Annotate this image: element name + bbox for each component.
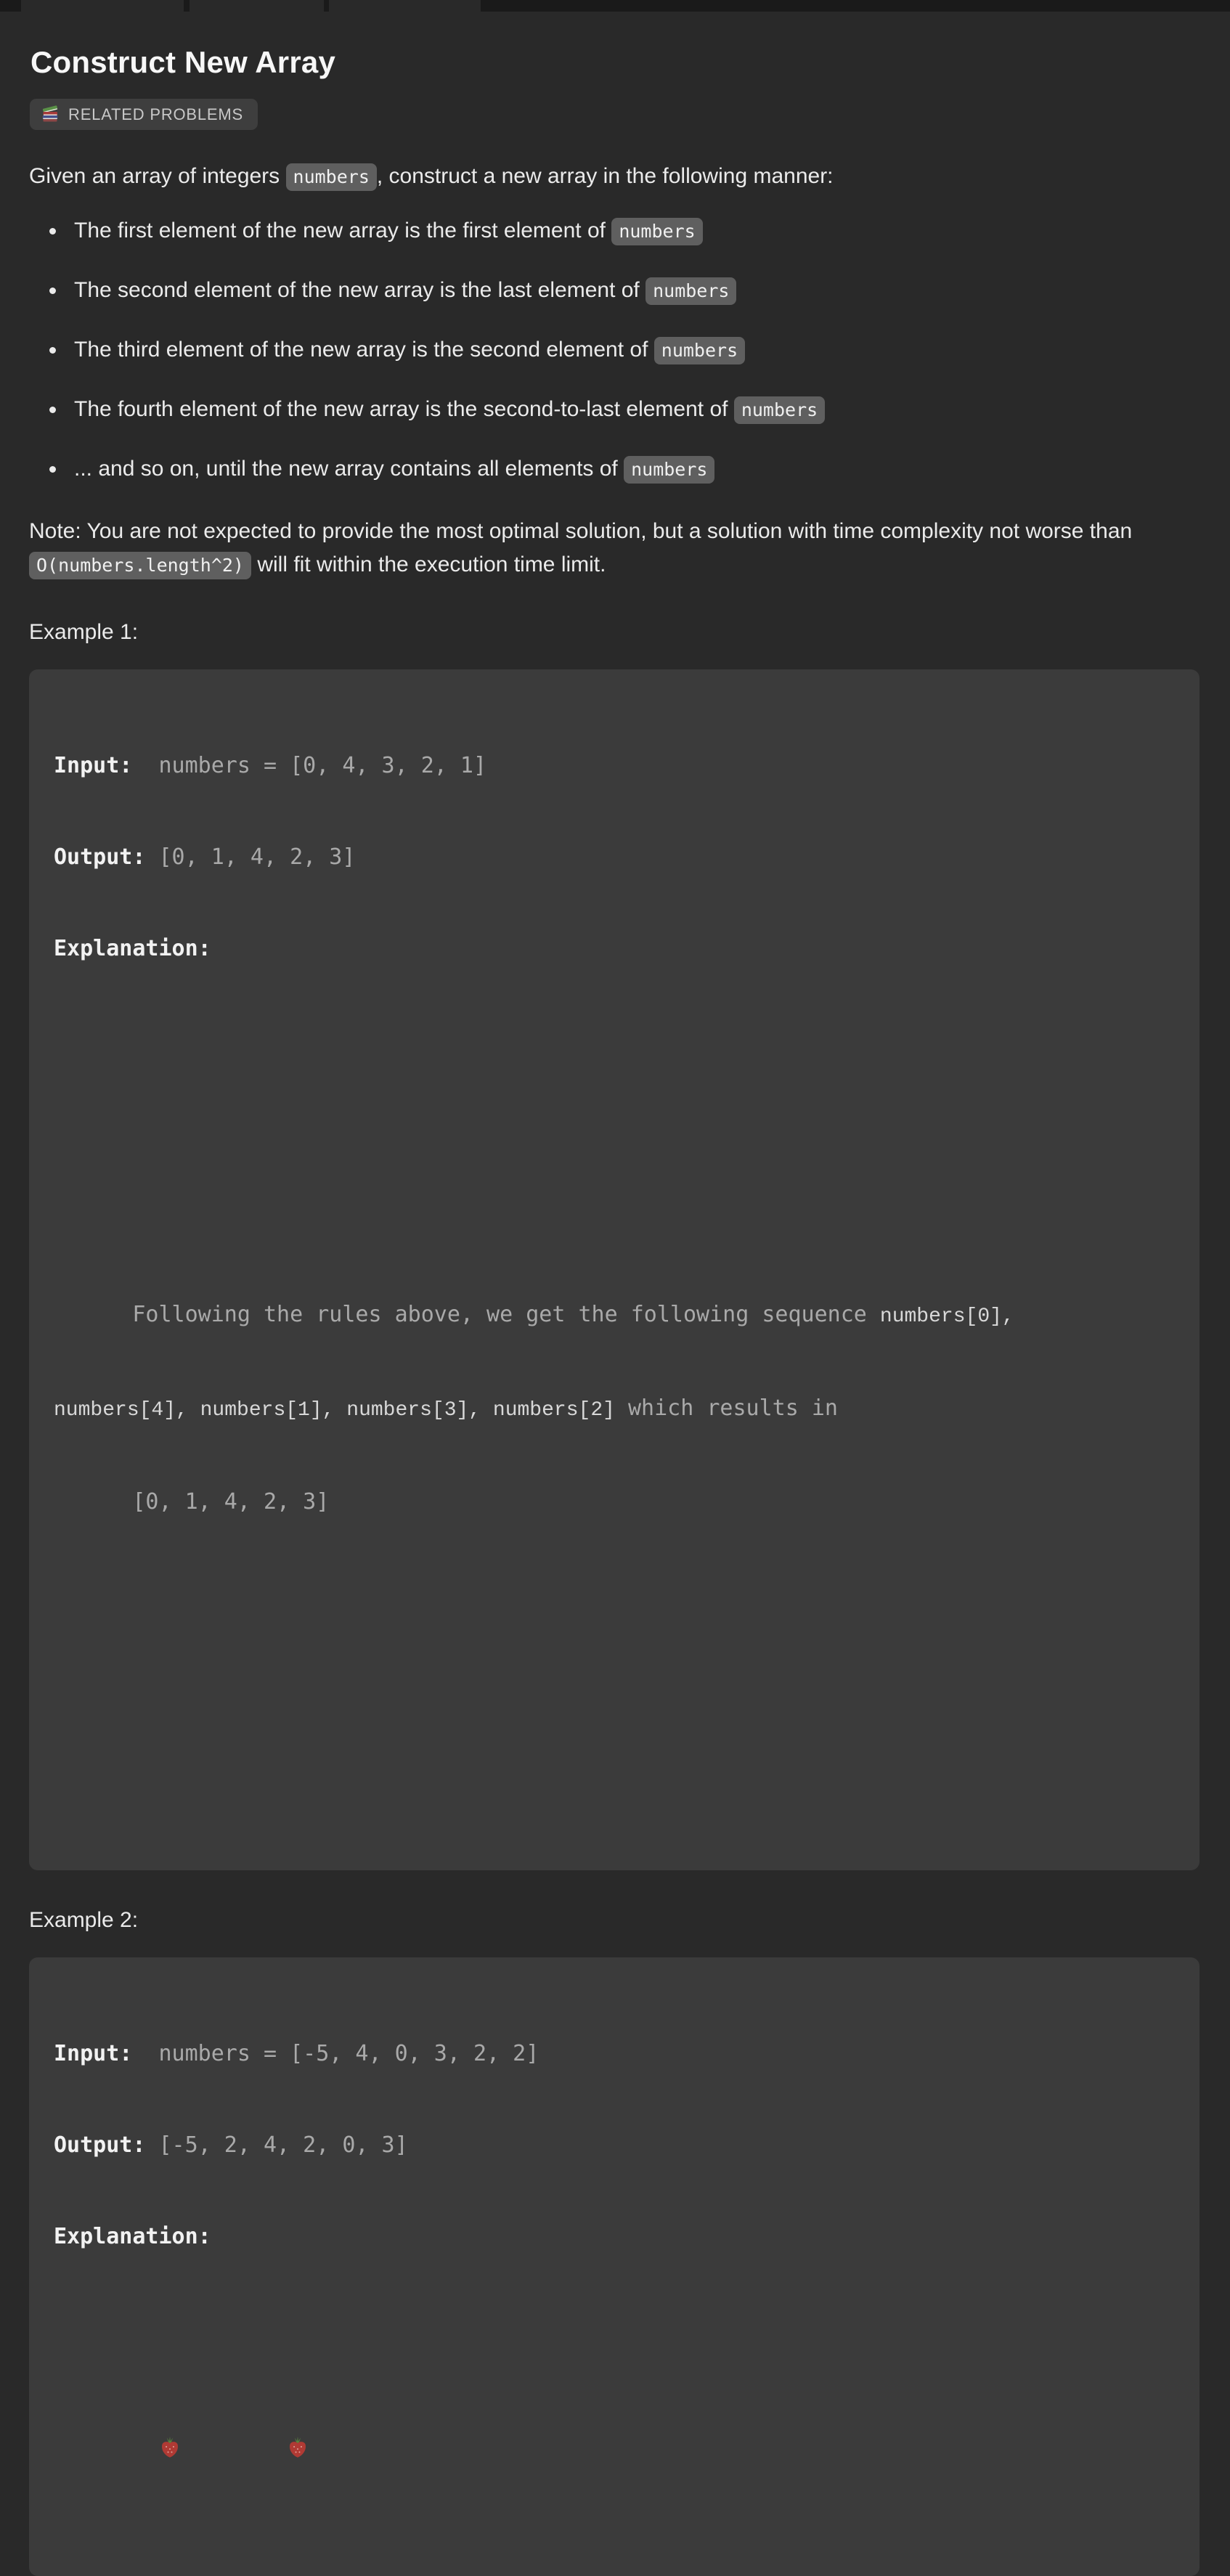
problem-description-panel — [0, 45, 1230, 2576]
inline-code-ref: numbers[4], numbers[1], numbers[3], numbers[2] — [54, 1399, 615, 1422]
rules-list — [29, 215, 1201, 486]
blank-line — [54, 1761, 1175, 1792]
blank-line — [54, 2313, 1175, 2344]
input-label: Input: — [54, 753, 133, 778]
inline-code-numbers: numbers — [654, 337, 745, 364]
bullet-text: The third element of the new array is the second element of — [74, 338, 654, 362]
browser-tab-stub-1[interactable] — [21, 0, 184, 12]
list-item — [67, 334, 1201, 367]
explanation-text-line — [54, 1393, 1175, 1426]
intro-paragraph — [29, 160, 1201, 193]
output-label: Output: — [54, 2132, 146, 2158]
strawberry-icon — [182, 2405, 309, 2498]
note-text-after: will fit within the execution time limit. — [251, 553, 606, 576]
strawberry-icon — [54, 2405, 181, 2498]
input-label: Input: — [54, 2041, 133, 2066]
example-output-line — [54, 842, 1175, 873]
related-problems-label: RELATED PROBLEMS — [68, 105, 244, 123]
inline-code-numbers: numbers — [624, 456, 714, 484]
example-explanation-label-line — [54, 2222, 1175, 2252]
example-input-line — [54, 751, 1175, 781]
list-item — [67, 394, 1201, 426]
inline-code-numbers: numbers — [286, 163, 377, 191]
output-label: Output: — [54, 844, 146, 870]
note-paragraph — [29, 515, 1201, 582]
example-1-heading: Example 1: — [29, 620, 139, 644]
output-value: [-5, 2, 4, 2, 0, 3] — [145, 2132, 408, 2158]
browser-tab-stub-3[interactable] — [329, 0, 481, 12]
browser-tab-strip — [0, 0, 1230, 12]
blank-line — [54, 1208, 1175, 1239]
browser-tab-stub-2[interactable] — [190, 0, 324, 12]
inline-code-numbers: numbers — [734, 396, 825, 424]
intro-text-after: , construct a new array in the following manner: — [376, 164, 834, 188]
blank-line — [54, 1670, 1175, 1700]
page-title: Construct New Array — [30, 45, 336, 79]
books-icon — [41, 104, 60, 125]
example-input-line — [54, 2039, 1175, 2069]
input-value: numbers = [0, 4, 3, 2, 1] — [132, 753, 487, 778]
output-value: [0, 1, 4, 2, 3] — [145, 844, 356, 870]
intro-text: Given an array of integers — [29, 164, 286, 188]
inline-code-numbers: numbers — [645, 277, 736, 305]
blank-line — [54, 1117, 1175, 1147]
example-1-code-block — [29, 669, 1200, 1870]
blank-line — [54, 1578, 1175, 1609]
example-explanation-label-line — [54, 934, 1175, 964]
blank-line — [54, 1025, 1175, 1056]
bullet-text: The second element of the new array is the last element of — [74, 278, 646, 302]
bullet-text: The first element of the new array is the first element of — [74, 219, 612, 242]
explanation-text: [0, 1, 4, 2, 3] — [54, 1489, 330, 1515]
explanation-text: which results in — [614, 1395, 838, 1421]
list-item — [67, 274, 1201, 307]
example-2-code-block — [29, 1957, 1200, 2576]
example-2-heading: Example 2: — [29, 1908, 139, 1932]
list-item — [67, 215, 1201, 248]
inline-code-complexity: O(numbers.length^2) — [29, 552, 251, 579]
inline-code-numbers: numbers — [611, 218, 702, 245]
explanation-label: Explanation: — [54, 2224, 211, 2249]
bullet-text: The fourth element of the new array is the second-to-last element of — [74, 397, 734, 421]
explanation-label: Explanation: — [54, 936, 211, 961]
list-item — [67, 453, 1201, 486]
explanation-text-line — [54, 1300, 1175, 1332]
explanation-emoji-line — [54, 2405, 1175, 2498]
example-output-line — [54, 2130, 1175, 2161]
note-text: Note: You are not expected to provide the most optimal solution, but a solution with time complexity not worse than — [29, 519, 1133, 543]
bullet-text: ... and so on, until the new array contains all elements of — [74, 457, 624, 481]
input-value: numbers = [-5, 4, 0, 3, 2, 2] — [132, 2041, 539, 2066]
explanation-text: Following the rules above, we get the following sequence — [54, 1302, 880, 1327]
explanation-text-line — [54, 1487, 1175, 1517]
inline-code-ref: numbers[0], — [879, 1305, 1014, 1328]
related-problems-button[interactable] — [30, 99, 258, 130]
